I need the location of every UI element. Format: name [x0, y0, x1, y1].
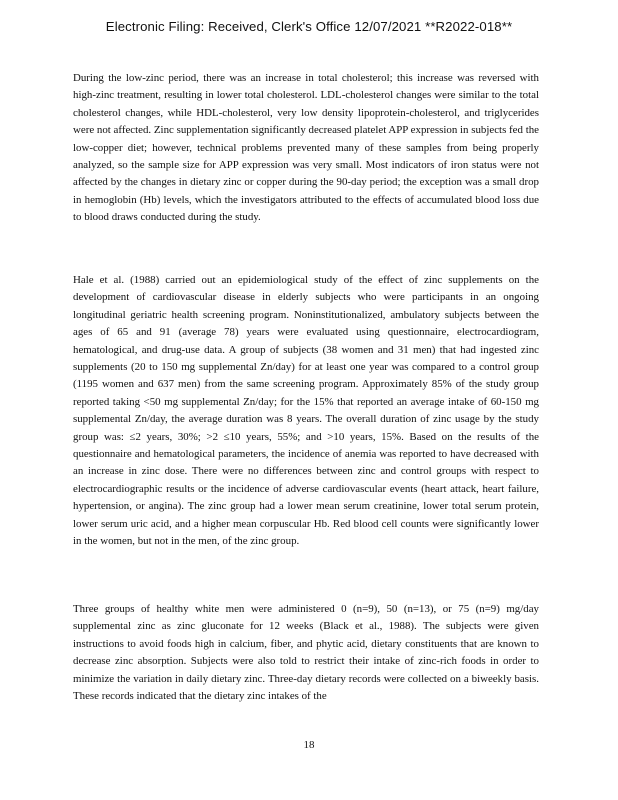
- paragraph-3: [73, 601, 539, 705]
- paragraph-1-text: During the low-zinc period, there was an increase in total cholesterol; this increase was reversed with high-zinc treatment, resulting in lower total cholesterol. LDL-cholesterol changes were similar to the total cholesterol changes, while HDL-cholesterol, very low density lipoprotein-cholesterol, and triglycerides were not affected. Zinc supplementation significantly decreased platelet APP expression in subjects fed the low-copper diet; however, technical problems prevented many of these samples from being properly analyzed, so the sample size for APP expression was very small. Most indicators of iron status were not affected by the changes in dietary zinc or copper during the 90-day period; the exception was a small drop in hemoglobin (Hb) levels, which the investigators attributed to the effects of accumulated blood loss due to blood draws conducted during the study.: [73, 72, 539, 224]
- paragraph-3-text: Three groups of healthy white men were administered 0 (n=9), 50 (n=13), or 75 (n=9) mg/day supplemental zinc as zinc gluconate for 12 weeks (Black et al., 1988). The subjects were given instructions to avoid foods high in calcium, fiber, and phytic acid, dietary constituents that are known to decrease zinc absorption. Subjects were also told to restrict their intake of zinc-rich foods in order to minimize the variation in daily dietary zinc. Three-day dietary records were collected on a biweekly basis. These records indicated that the dietary zinc intakes of the: [73, 603, 539, 703]
- paragraph-1: [73, 70, 539, 227]
- filing-header: Electronic Filing: Received, Clerk's Office 12/07/2021 **R2022-018**: [105, 19, 513, 34]
- paragraph-2-text: Hale et al. (1988) carried out an epidemiological study of the effect of zinc supplements on the development of cardiovascular disease in elderly subjects who were participants in an ongoing longitudinal geriatric health screening program. Noninstitutionalized, ambulatory subjects between the ages of 65 and 91 (average 78) years were evaluated using questionnaire, electrocardiogram, hematological, and drug-use data. A group of subjects (38 women and 31 men) that had ingested zinc supplements (20 to 150 mg supplemental Zn/day) for at least one year was compared to a control group (1195 women and 637 men) from the same screening program. Approximately 85% of the study group reported taking <50 mg supplemental Zn/day; for the 15% that reported an average intake of 60-150 mg supplemental Zn/day, the average duration was 8 years. The overall duration of zinc usage by the study group was: ≤2 years, 30%; >2 ≤10 years, 55%; and >10 years, 15%. Based on the results of the questionnaire and hematological parameters, the incidence of anemia was reported to have decreased with an increase in zinc dose. There were no differences between zinc and control groups with respect to electrocardiographic results or the incidence of adverse cardiovascular events (heart attack, heart failure, hypertension, or angina). The zinc group had a lower mean serum creatinine, lower total serum protein, lower serum uric acid, and a higher mean corpuscular Hb. Red blood cell counts were significantly lower in the women, but not in the men, of the zinc group.: [73, 274, 539, 548]
- page-number: 18: [303, 739, 315, 751]
- paragraph-2: [73, 272, 539, 551]
